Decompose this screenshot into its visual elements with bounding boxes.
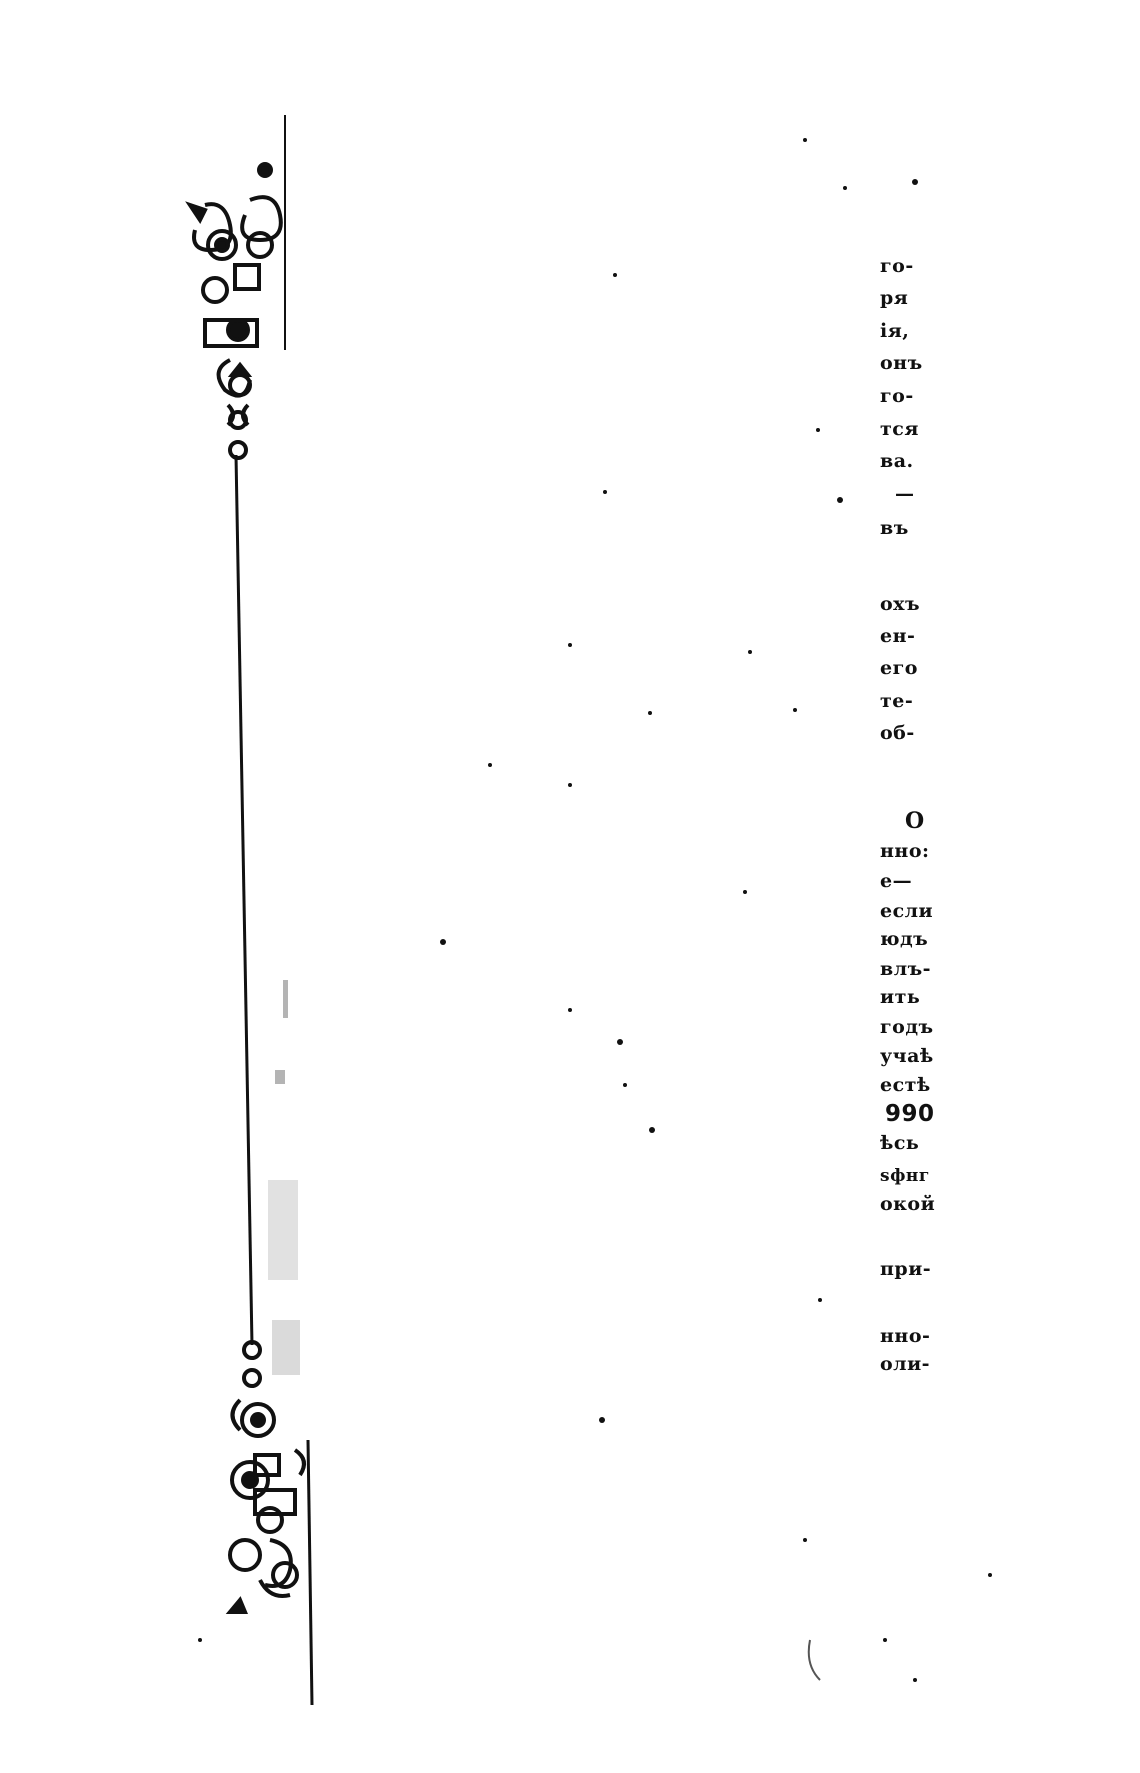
text-fragment: въ [880,517,909,539]
text-fragment: те- [880,690,914,712]
text-fragment: ря [880,287,909,309]
text-fragment: го- [880,385,914,407]
text-fragment: нно- [880,1325,931,1347]
text-fragment: ен- [880,625,916,647]
corner-mark [809,1640,820,1680]
bleed-through-marks [268,980,300,1375]
text-fragment: О [905,808,925,834]
text-fragment: е— [880,870,913,892]
vertical-rule [236,455,252,1345]
text-fragment: при- [880,1258,932,1280]
text-fragment: охъ [880,593,921,615]
text-fragment: естѣ [880,1074,931,1096]
top-flourish-icon [190,164,281,458]
text-fragment: ить [880,986,921,1008]
bottom-flourish-icon [230,1342,304,1612]
text-fragment: ва. [880,450,914,472]
text-fragment: его [880,657,918,679]
text-fragment: 990 [885,1101,935,1127]
text-fragment: ія, [880,320,910,342]
text-fragment: учаѣ [880,1045,934,1067]
text-fragment: об- [880,722,915,744]
text-fragment: ѣсь [880,1132,920,1154]
text-fragment: ѕфнг [880,1166,930,1186]
text-fragment: го- [880,255,914,277]
paper-specks [198,138,992,1682]
text-fragment: влъ- [880,958,932,980]
text-fragment: годъ [880,1016,934,1038]
text-fragment: окой [880,1193,936,1215]
text-fragment: если [880,900,934,922]
text-fragment: оли- [880,1353,931,1375]
text-fragment: тся [880,418,919,440]
text-fragment: — [895,483,915,505]
text-fragment: онъ [880,352,923,374]
text-fragment: нно: [880,840,930,862]
bottom-right-rule [308,1440,312,1705]
text-fragment: юдъ [880,928,929,950]
